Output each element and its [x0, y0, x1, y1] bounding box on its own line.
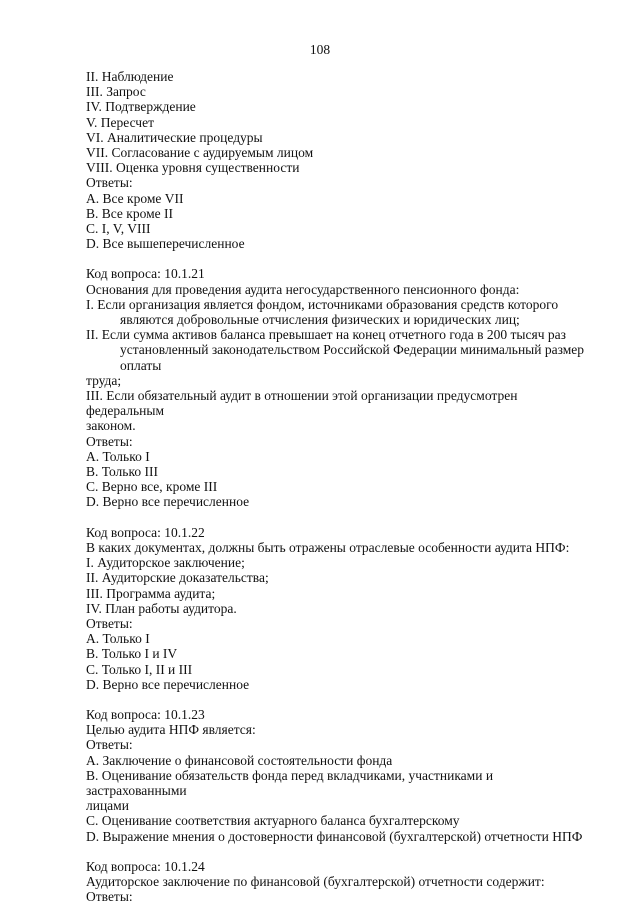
answer-option-continuation: лицами: [86, 798, 129, 814]
question-code: Код вопроса: 10.1.22: [86, 524, 205, 540]
page-number: 108: [309, 42, 331, 57]
option-item: IV. Подтверждение: [86, 99, 196, 115]
question-block-10-1-23: [86, 707, 586, 844]
question-text: Основания для проведения аудита негосударственного пенсионного фонда:: [86, 281, 520, 297]
question-text: Целью аудита НПФ является:: [86, 722, 256, 738]
option-item: III. Программа аудита;: [86, 585, 216, 601]
answer-option: D. Выражение мнения о достоверности финансовой (бухгалтерской) отчетности НПФ: [86, 828, 583, 844]
document-body: [86, 69, 586, 904]
option-item: I. Аудиторское заключение;: [86, 555, 245, 571]
option-item: II. Если сумма активов баланса превышает на конец отчетного года в 200 тысяч раз: [86, 327, 566, 343]
option-item: V. Пересчет: [86, 114, 154, 130]
option-item: II. Наблюдение: [86, 69, 174, 84]
answer-option: B. Только I и IV: [86, 646, 178, 662]
question-block-10-1-22: [86, 525, 586, 692]
answer-option: C. Верно все, кроме III: [86, 479, 218, 495]
question-block-10-1-24: [86, 859, 586, 905]
answer-option: C. Оценивание соответствия актуарного баланса бухгалтерскому: [86, 813, 460, 829]
question-code: Код вопроса: 10.1.24: [86, 858, 205, 874]
answer-option: D. Верно все перечисленное: [86, 676, 250, 692]
option-item: IV. План работы аудитора.: [86, 600, 237, 616]
question-code: Код вопроса: 10.1.23: [86, 706, 205, 722]
answer-option: B. Только III: [86, 464, 158, 480]
question-text: Аудиторское заключение по финансовой (бухгалтерской) отчетности содержит:: [86, 873, 545, 889]
answers-label: Ответы:: [86, 175, 133, 191]
answer-option: A. Заключение о финансовой состоятельности фонда: [86, 752, 393, 768]
option-item: III. Если обязательный аудит в отношении этой организации предусмотрен федеральным: [86, 388, 521, 419]
answer-option: A. Только I: [86, 448, 150, 464]
answer-option: C. Только I, II и III: [86, 661, 193, 677]
option-item: VI. Аналитические процедуры: [86, 129, 263, 145]
option-item-continuation: установленный законодательством Российской Федерации минимальный размер оплаты: [120, 342, 588, 373]
option-item-continuation: являются добровольные отчисления физических и юридических лиц;: [120, 312, 520, 328]
option-item: III. Запрос: [86, 84, 146, 100]
answers-label: Ответы:: [86, 433, 133, 449]
option-item: II. Аудиторские доказательства;: [86, 570, 269, 586]
answer-option: A. Все кроме VII: [86, 190, 184, 206]
option-item: VIII. Оценка уровня существенности: [86, 160, 300, 176]
answers-label: Ответы:: [86, 737, 133, 753]
answers-label: Ответы:: [86, 889, 133, 905]
answer-option: B. Оценивание обязательств фонда перед вкладчиками, участниками и застрахованными: [86, 767, 497, 798]
option-item-continuation: труда;: [86, 372, 122, 388]
option-item: I. Если организация является фондом, источниками образования средств которого: [86, 296, 559, 312]
question-text: В каких документах, должны быть отражены отраслевые особенности аудита НПФ:: [86, 539, 570, 555]
question-block-10-1-21: [86, 266, 586, 509]
answer-option: D. Все вышеперечисленное: [86, 236, 245, 252]
question-block-continued: [86, 69, 586, 251]
option-item: VII. Согласование с аудируемым лицом: [86, 145, 314, 161]
option-item-continuation: законом.: [86, 418, 136, 434]
answer-option: C. I, V, VIII: [86, 221, 151, 237]
answers-label: Ответы:: [86, 615, 133, 631]
answer-option: A. Только I: [86, 631, 150, 647]
question-code: Код вопроса: 10.1.21: [86, 266, 205, 282]
answer-option: D. Верно все перечисленное: [86, 494, 250, 510]
answer-option: B. Все кроме II: [86, 205, 173, 221]
